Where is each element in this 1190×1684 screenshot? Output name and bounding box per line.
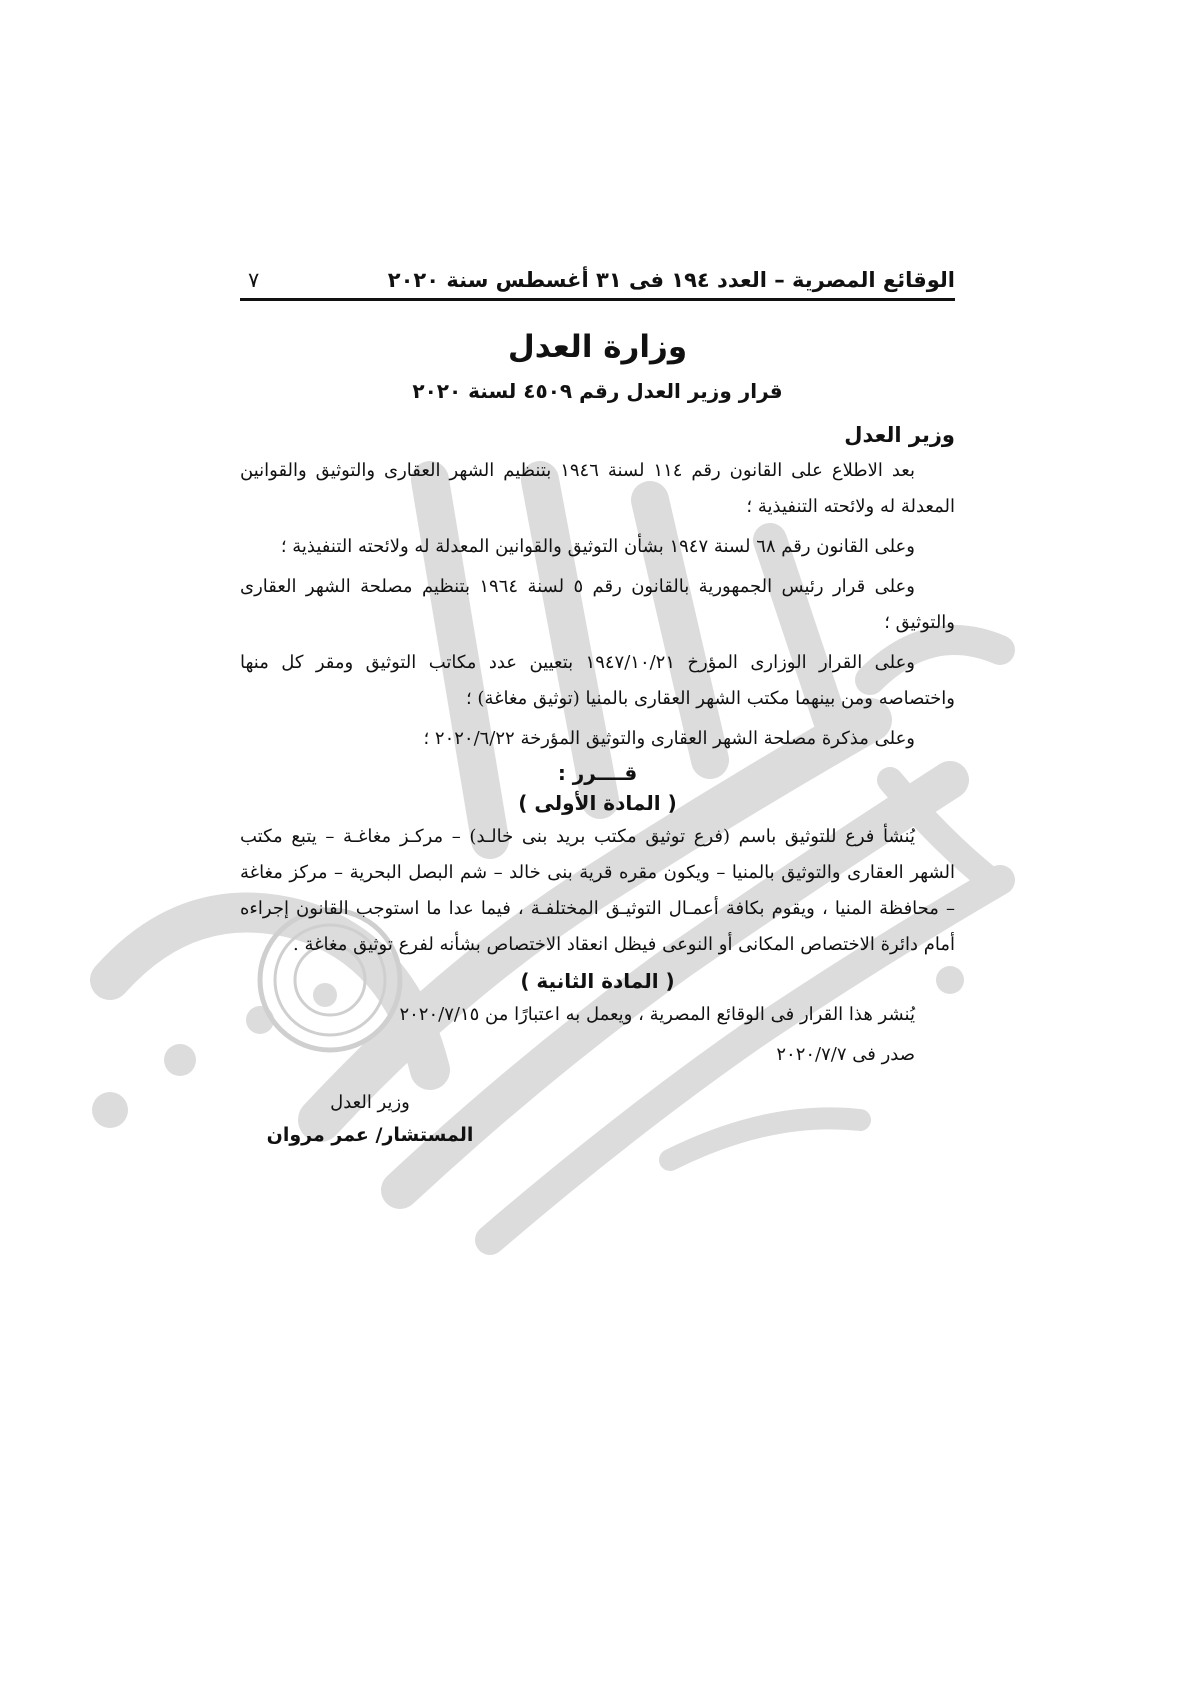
article-1-text: يُنشأ فرع للتوثيق باسم (فرع توثيق مكتب بريد بنى خالـد) – مركـز مغاغـة – يتبع مكتب الشهر العقارى والتوثيق بالمنيا – ويكون مقره قرية بنى خالد – شم البصل البحرية – مركز مغاغة – محافظة المنيا ، ويقوم بكافة أعمـال التوثيـق المختلفـة ، فيما عدا ما استوجب القانون إجراءه أمام دائرة الاختصاص المكانى أو النوعى فيظل انعقاد الاختصاص بشأنه لفرع توثيق مغاغة . — [240, 826, 955, 955]
minister-heading: وزير العدل — [844, 423, 955, 447]
preamble-paragraph-3: وعلى قرار رئيس الجمهورية بالقانون رقم ٥ لسنة ١٩٦٤ بتنظيم مصلحة الشهر العقارى والتوثيق ؛ — [240, 576, 955, 633]
document-content — [240, 268, 955, 1151]
page-number: ٧ — [248, 268, 260, 292]
preamble-paragraph-2: وعلى القانون رقم ٦٨ لسنة ١٩٤٧ بشأن التوثيق والقوانين المعدلة له ولائحته التنفيذية ؛ — [280, 536, 915, 557]
issue-date: صدر فى ٢٠٢٠/٧/٧ — [776, 1044, 915, 1065]
signature-block — [240, 1087, 500, 1151]
decree-title: قرار وزير العدل رقم ٤٥٠٩ لسنة ٢٠٢٠ — [412, 379, 783, 403]
preamble-paragraph-5: وعلى مذكرة مصلحة الشهر العقارى والتوثيق المؤرخة ٢٠٢٠/٦/٢٢ ؛ — [423, 728, 915, 749]
preamble-paragraph-1: بعد الاطلاع على القانون رقم ١١٤ لسنة ١٩٤٦ بتنظيم الشهر العقارى والتوثيق والقوانين المعدلة له ولائحته التنفيذية ؛ — [240, 460, 955, 517]
ministry-title: وزارة العدل — [507, 329, 688, 365]
signatory-title: وزير العدل — [330, 1092, 410, 1113]
article-1-title: ( المادة الأولى ) — [518, 791, 677, 815]
article-2-title: ( المادة الثانية ) — [520, 969, 675, 993]
running-title: الوقائع المصرية – العدد ١٩٤ فى ٣١ أغسطس سنة ٢٠٢٠ — [387, 268, 955, 292]
article-2-text: يُنشر هذا القرار فى الوقائع المصرية ، ويعمل به اعتبارًا من ٢٠٢٠/٧/١٥ — [399, 1004, 915, 1025]
page-header — [240, 268, 955, 301]
signatory-name: المستشار/ عمر مروان — [266, 1124, 474, 1146]
decided-heading: قــــرر : — [557, 761, 638, 785]
preamble-paragraph-4: وعلى القرار الوزارى المؤرخ ١٩٤٧/١٠/٢١ بتعيين عدد مكاتب التوثيق ومقر كل منها واختصاصه ومن بينهما مكتب الشهر العقارى بالمنيا (توثيق مغاغة) ؛ — [240, 652, 955, 709]
